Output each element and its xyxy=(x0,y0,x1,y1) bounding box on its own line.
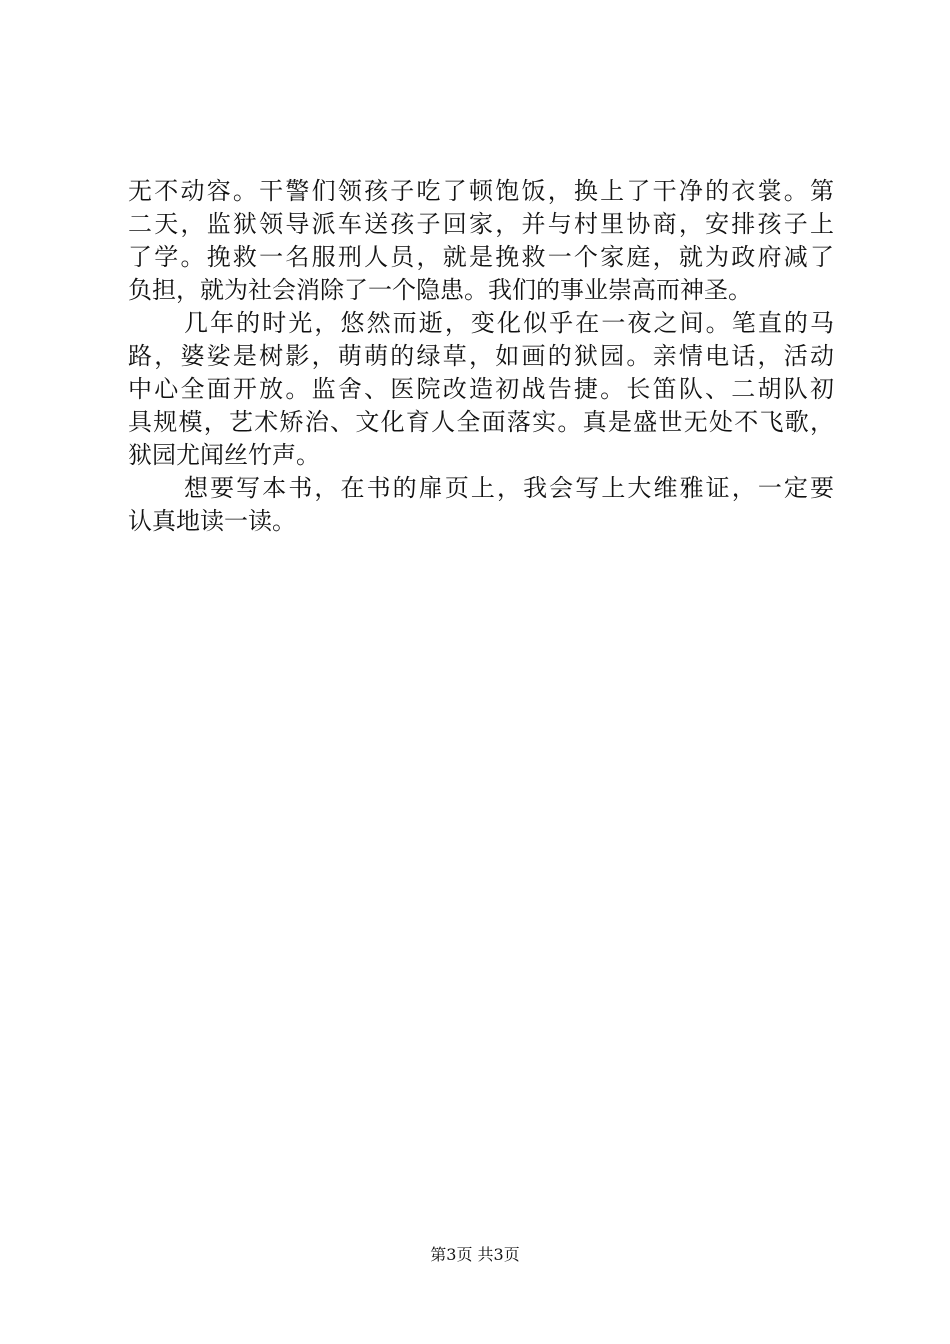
text-line: 中心全面开放。监舍、医院改造初战告捷。长笛队、二胡队初 xyxy=(128,375,834,403)
document-body xyxy=(128,175,834,538)
paragraph-3 xyxy=(128,472,834,538)
text-line: 具规模，艺术矫治、文化育人全面落实。真是盛世无处不飞歌， xyxy=(128,408,834,436)
text-line: 认真地读一读。 xyxy=(128,507,296,535)
text-line: 无不动容。干警们领孩子吃了顿饱饭，换上了干净的衣裳。第 xyxy=(128,177,834,205)
text-line: 几年的时光，悠然而逝，变化似乎在一夜之间。笔直的马 xyxy=(184,309,834,337)
text-line: 想要写本书，在书的扉页上，我会写上大维雅证，一定要 xyxy=(184,474,834,502)
text-line: 了学。挽救一名服刑人员，就是挽救一个家庭，就为政府减了 xyxy=(128,243,834,271)
text-line: 二天，监狱领导派车送孩子回家，并与村里协商，安排孩子上 xyxy=(128,210,834,238)
paragraph-1 xyxy=(128,175,834,307)
text-line: 负担，就为社会消除了一个隐患。我们的事业崇高而神圣。 xyxy=(128,276,752,304)
page-number-footer: 第3页 共3页 xyxy=(430,1245,520,1264)
text-line: 狱园尤闻丝竹声。 xyxy=(128,441,320,469)
paragraph-2 xyxy=(128,307,834,472)
text-line: 路，婆娑是树影，萌萌的绿草，如画的狱园。亲情电话，活动 xyxy=(128,342,834,370)
